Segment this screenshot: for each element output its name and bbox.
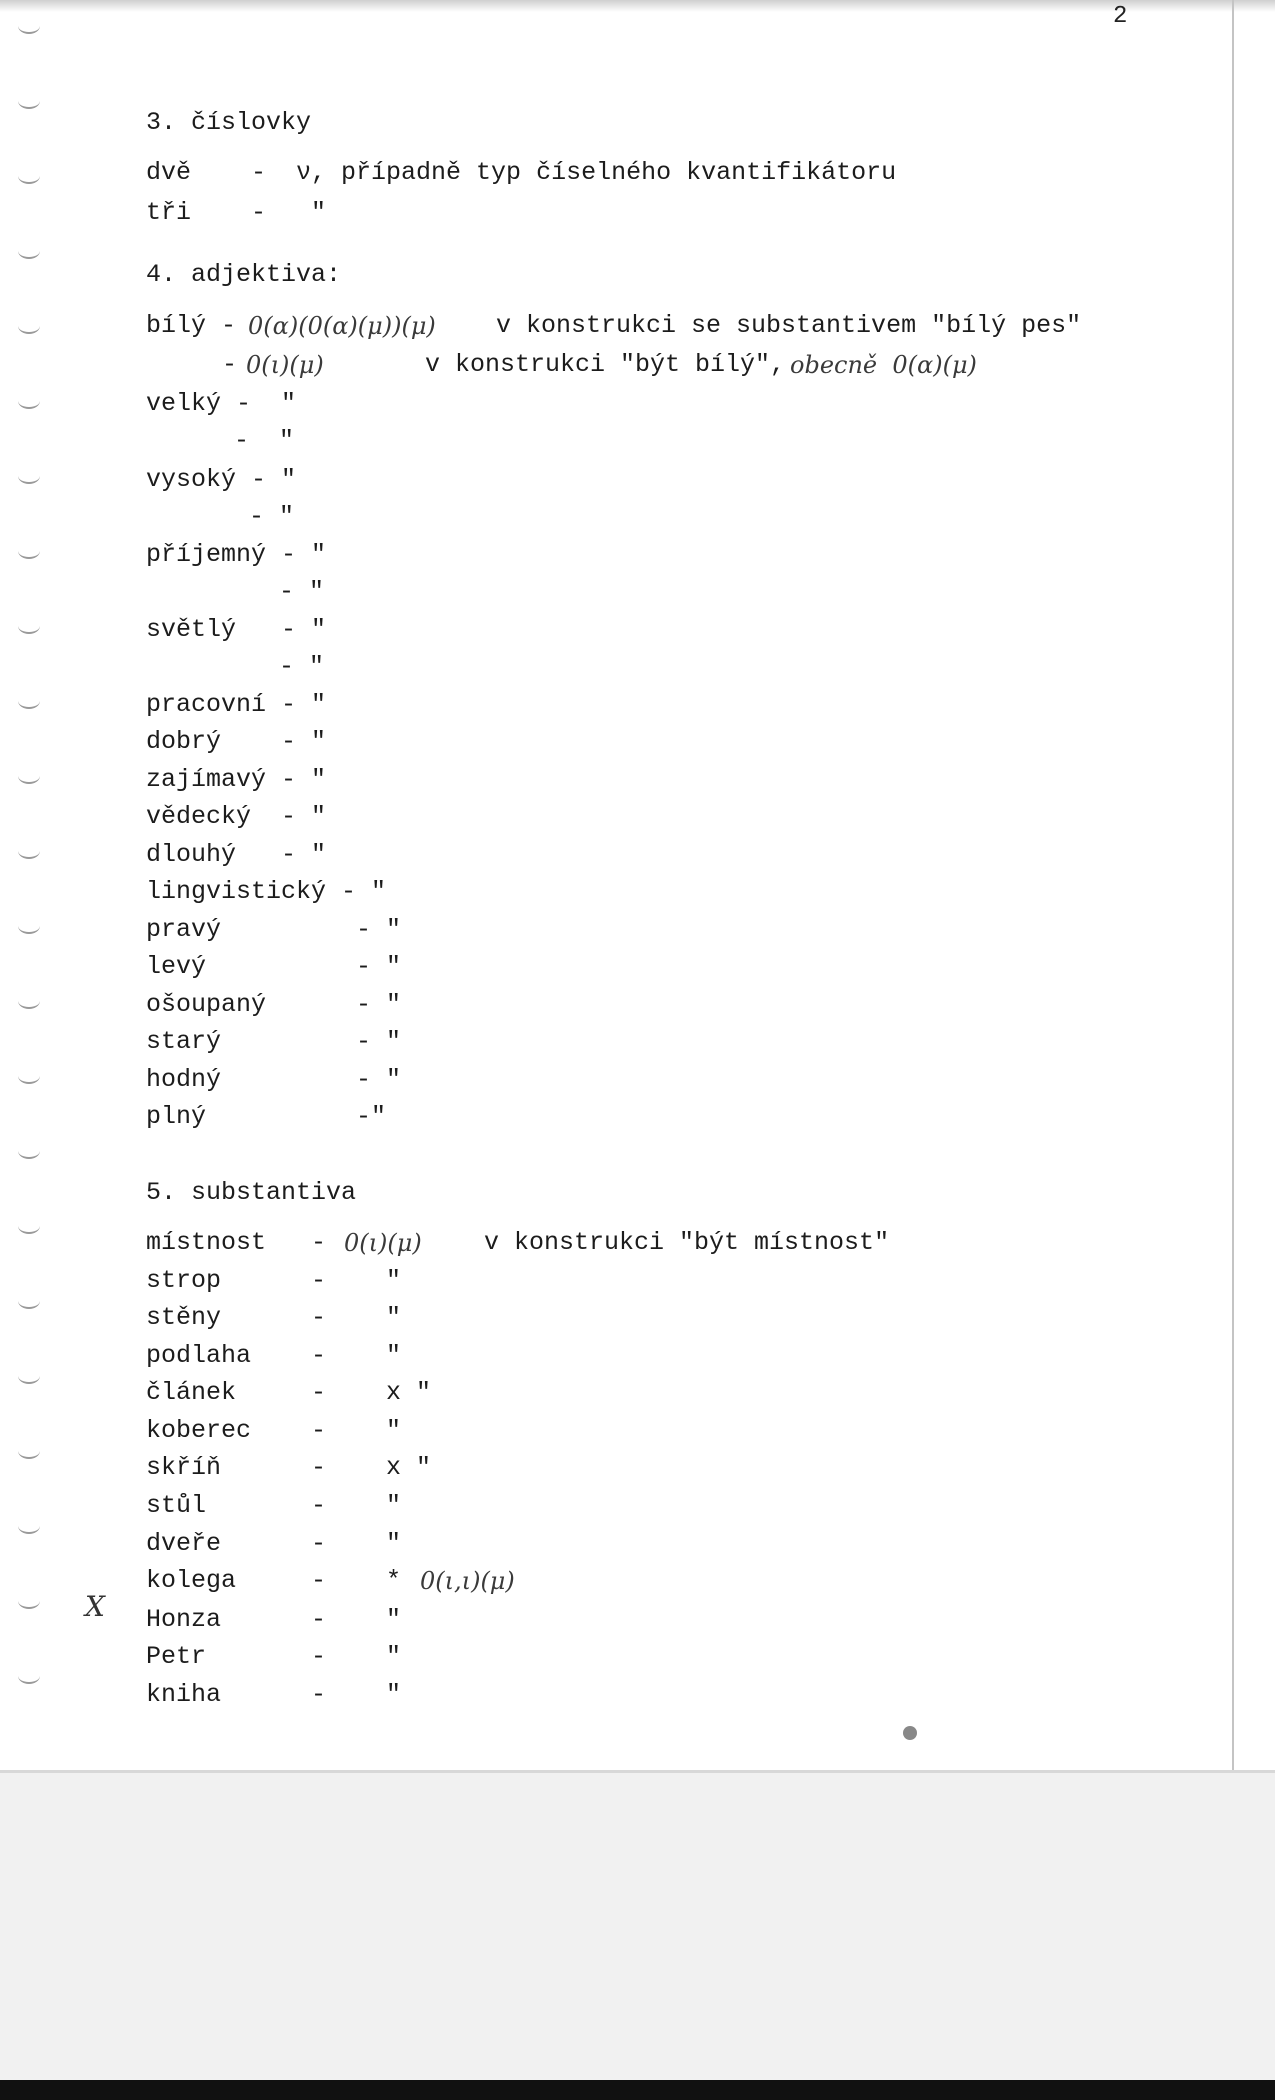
typed-line: stůl - " bbox=[146, 1491, 402, 1520]
typed-line: 5. substantiva bbox=[146, 1178, 357, 1207]
scan-lower-area bbox=[0, 1770, 1275, 2100]
margin-x-mark: X bbox=[85, 1590, 105, 1623]
typed-line: strop - " bbox=[146, 1266, 402, 1295]
typed-line: v konstrukci "být místnost" bbox=[484, 1228, 890, 1257]
typed-line: Honza - " bbox=[146, 1605, 402, 1634]
handwritten-note: 0(α)(0(α)(μ))(μ) bbox=[248, 312, 436, 340]
typed-line: - " bbox=[249, 502, 295, 531]
punch-hole bbox=[18, 1293, 40, 1309]
typed-line: příjemný - " bbox=[146, 540, 327, 569]
punch-hole bbox=[18, 543, 40, 559]
scan-bottom-bar bbox=[0, 2080, 1275, 2100]
handwritten-note: 0(ι)(μ) bbox=[344, 1229, 422, 1257]
punch-hole bbox=[18, 1368, 40, 1384]
typed-line: hodný - " bbox=[146, 1065, 402, 1094]
punch-hole bbox=[18, 618, 40, 634]
typed-line: podlaha - " bbox=[146, 1341, 402, 1370]
typed-line: v konstrukci "být bílý", bbox=[425, 350, 786, 379]
typed-line: kniha - " bbox=[146, 1680, 402, 1709]
typed-line: místnost - bbox=[146, 1228, 327, 1257]
punch-holes bbox=[0, 0, 60, 1780]
typed-line: tři - " bbox=[146, 198, 327, 227]
punch-hole bbox=[18, 843, 40, 859]
typed-line: zajímavý - " bbox=[146, 765, 327, 794]
typed-line: koberec - " bbox=[146, 1416, 402, 1445]
typed-line: článek - x " bbox=[146, 1378, 432, 1407]
punch-hole bbox=[18, 918, 40, 934]
punch-hole bbox=[18, 168, 40, 184]
handwritten-note: obecně 0(α)(μ) bbox=[790, 351, 977, 379]
typed-line: Petr - " bbox=[146, 1642, 402, 1671]
typed-line: - " bbox=[279, 577, 325, 606]
typed-line: stěny - " bbox=[146, 1303, 402, 1332]
typed-line: dvě - ν, případně typ číselného kvantifikátoru bbox=[146, 158, 897, 187]
typed-line: starý - " bbox=[146, 1027, 402, 1056]
typed-line: pracovní - " bbox=[146, 690, 327, 719]
typed-line: 4. adjektiva: bbox=[146, 260, 342, 289]
punch-hole bbox=[18, 1143, 40, 1159]
typed-line: levý - " bbox=[146, 952, 402, 981]
punch-hole bbox=[18, 93, 40, 109]
punch-hole bbox=[18, 993, 40, 1009]
punch-hole bbox=[18, 318, 40, 334]
page-right-edge bbox=[1232, 0, 1234, 1780]
typed-line: pravý - " bbox=[146, 915, 402, 944]
typed-line: dobrý - " bbox=[146, 727, 327, 756]
punch-hole bbox=[18, 1068, 40, 1084]
punch-hole bbox=[18, 768, 40, 784]
punch-hole bbox=[18, 468, 40, 484]
ink-dot bbox=[903, 1726, 917, 1740]
page-number: 2 bbox=[1113, 3, 1128, 30]
punch-hole bbox=[18, 243, 40, 259]
punch-hole bbox=[18, 1443, 40, 1459]
typed-line: vědecký - " bbox=[146, 802, 327, 831]
typed-line: - " bbox=[279, 652, 325, 681]
typed-line: - bbox=[222, 350, 238, 379]
typed-line: dveře - " bbox=[146, 1529, 402, 1558]
typed-line: bílý - bbox=[146, 311, 237, 340]
page-bottom-edge bbox=[0, 1770, 1275, 1773]
handwritten-note: 0(ι)(μ) bbox=[246, 351, 324, 379]
punch-hole bbox=[18, 693, 40, 709]
punch-hole bbox=[18, 1593, 40, 1609]
typed-line: v konstrukci se substantivem "bílý pes" bbox=[496, 311, 1082, 340]
typed-line: kolega - * bbox=[146, 1566, 402, 1595]
typed-line: lingvistický - " bbox=[146, 877, 387, 906]
typed-line: plný -" bbox=[146, 1102, 387, 1131]
punch-hole bbox=[18, 1518, 40, 1534]
typed-line: skříň - x " bbox=[146, 1453, 432, 1482]
punch-hole bbox=[18, 1218, 40, 1234]
typed-line: - " bbox=[234, 426, 295, 455]
typed-line: vysoký - " bbox=[146, 465, 297, 494]
punch-hole bbox=[18, 393, 40, 409]
typed-line: ošoupaný - " bbox=[146, 990, 402, 1019]
punch-hole bbox=[18, 18, 40, 34]
handwritten-note: 0(ι,ι)(μ) bbox=[420, 1567, 515, 1595]
typed-line: 3. číslovky bbox=[146, 108, 312, 137]
typed-line: světlý - " bbox=[146, 615, 327, 644]
typed-line: dlouhý - " bbox=[146, 840, 327, 869]
scan-top-shadow bbox=[0, 0, 1275, 12]
punch-hole bbox=[18, 1668, 40, 1684]
typed-line: velký - " bbox=[146, 389, 297, 418]
